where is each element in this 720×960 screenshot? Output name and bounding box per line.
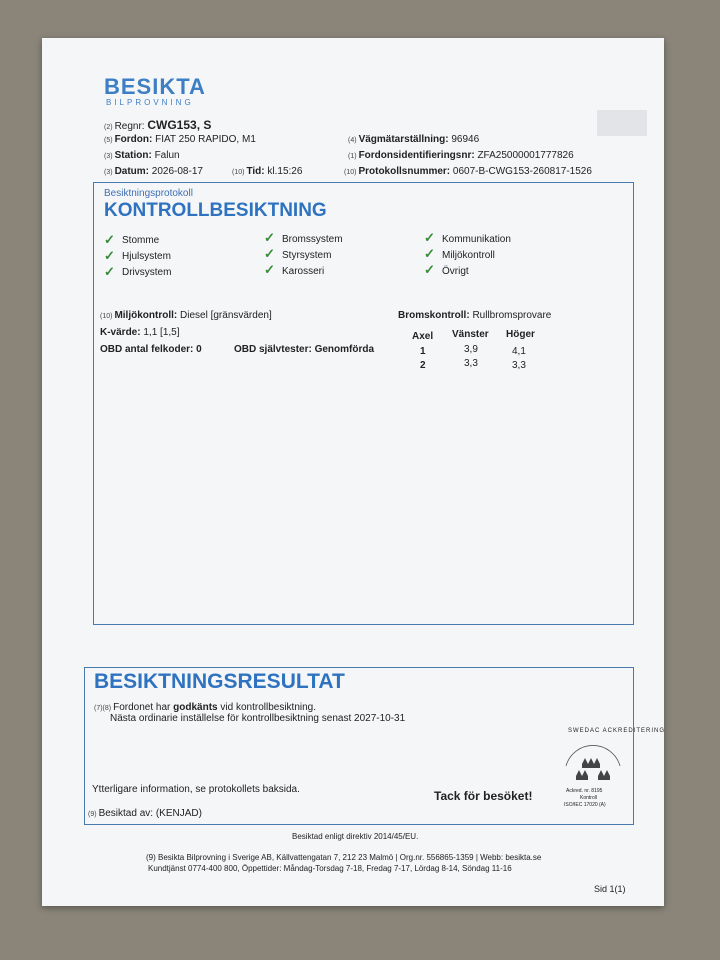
fordonsid-row: (1) Fordonsidentifieringsnr: ZFA25000001777826: [348, 150, 574, 161]
axle-cell: 3,3: [464, 358, 478, 369]
axle-cell: 3,9: [464, 344, 478, 355]
axle-cell: 2: [420, 360, 426, 371]
obd-fel-row: OBD antal felkoder: 0: [100, 344, 202, 355]
company-text: (9) Besikta Bilprovning i Sverige AB, Källvattengatan 7, 212 23 Malmö | Org.nr. 556865-1359 | Webb: besikta.se: [146, 853, 542, 862]
protocol-frame: [93, 182, 634, 625]
axle-cell: 3,3: [512, 360, 526, 371]
check-icon: ✓: [104, 264, 115, 279]
check-icon: ✓: [424, 230, 435, 245]
swedac-seal: [558, 726, 666, 812]
check-icon: ✓: [424, 262, 435, 277]
check-item: Karosseri: [282, 266, 325, 277]
directive-text: Besiktad enligt direktiv 2014/45/EU.: [292, 832, 419, 841]
seal-line: Ackred. nr. 8195: [566, 788, 603, 794]
protocol-title: KONTROLLBESIKTNING: [104, 200, 327, 221]
tid-row: (10) Tid: kl.15:26: [232, 166, 303, 177]
check-item: Övrigt: [442, 266, 469, 277]
check-item: Drivsystem: [122, 267, 172, 278]
axle-header: Axel: [412, 331, 434, 342]
datum-row: (3) Datum: 2026-08-17: [104, 166, 203, 177]
bleed-through-mark: [597, 110, 647, 136]
check-item: Stomme: [122, 235, 160, 246]
check-item: Miljökontroll: [442, 250, 495, 261]
seal-ring-text: SWEDAC ACKREDITERING: [568, 728, 666, 734]
regnr-row: (2) Regnr: CWG153, S: [104, 118, 212, 132]
check-icon: ✓: [424, 246, 435, 261]
check-item: Kommunikation: [442, 234, 511, 245]
seal-line: Kontroll: [580, 795, 597, 801]
check-item: Styrsystem: [282, 250, 332, 261]
besiktad-row: (9) Besiktad av: (KENJAD): [88, 808, 202, 819]
result-line2: Nästa ordinarie inställelse för kontrollbesiktning senast 2027-10-31: [110, 713, 406, 724]
check-item: Hjulsystem: [122, 251, 171, 262]
logo-wordmark: BESIKTA: [104, 74, 206, 99]
result-line1: (7)(8) Fordonet har godkänts vid kontrollbesiktning.: [94, 702, 317, 713]
check-icon: ✓: [104, 248, 115, 263]
check-icon: ✓: [264, 262, 275, 277]
check-icon: ✓: [264, 230, 275, 245]
seal-line: ISO/IEC 17020 (A): [564, 802, 606, 808]
protocol-caption: Besiktningsprotokoll: [104, 188, 193, 199]
protokoll-row: (10) Protokollsnummer: 0607-B-CWG153-260817-1526: [344, 166, 592, 177]
axle-cell: 4,1: [512, 346, 526, 357]
axle-cell: 1: [420, 346, 426, 357]
page-number: Sid 1(1): [594, 884, 626, 894]
result-title: BESIKTNINGSRESULTAT: [94, 670, 345, 693]
check-item: Bromssystem: [282, 234, 343, 245]
thanks-text: Tack för besöket!: [434, 789, 533, 803]
document-page: [42, 38, 664, 906]
station-row: (3) Station: Falun: [104, 150, 180, 161]
miljo-row: (10) Miljökontroll: Diesel [gränsvärden]: [100, 310, 272, 321]
hours-text: Kundtjänst 0774-400 800, Öppettider: Måndag-Torsdag 7-18, Fredag 7-17, Lördag 8-14, Söndag 11-16: [148, 864, 512, 873]
check-icon: ✓: [104, 232, 115, 247]
obd-sjalv-row: OBD självtester: Genomförda: [234, 344, 375, 355]
logo-subtitle: BILPROVNING: [106, 98, 194, 107]
fordon-row: (5) Fordon: FIAT 250 RAPIDO, M1: [104, 134, 256, 145]
axle-header: Vänster: [452, 329, 489, 340]
axle-header: Höger: [506, 329, 535, 340]
check-icon: ✓: [264, 246, 275, 261]
regnr-value: CWG153, S: [147, 118, 212, 132]
vagmatare-row: (4) Vägmätarställning: 96946: [348, 134, 480, 145]
more-info: Ytterligare information, se protokollets baksida.: [92, 784, 300, 795]
broms-row: Bromskontroll: Rullbromsprovare: [398, 310, 552, 321]
kvarde-row: K-värde: 1,1 [1,5]: [100, 327, 180, 338]
